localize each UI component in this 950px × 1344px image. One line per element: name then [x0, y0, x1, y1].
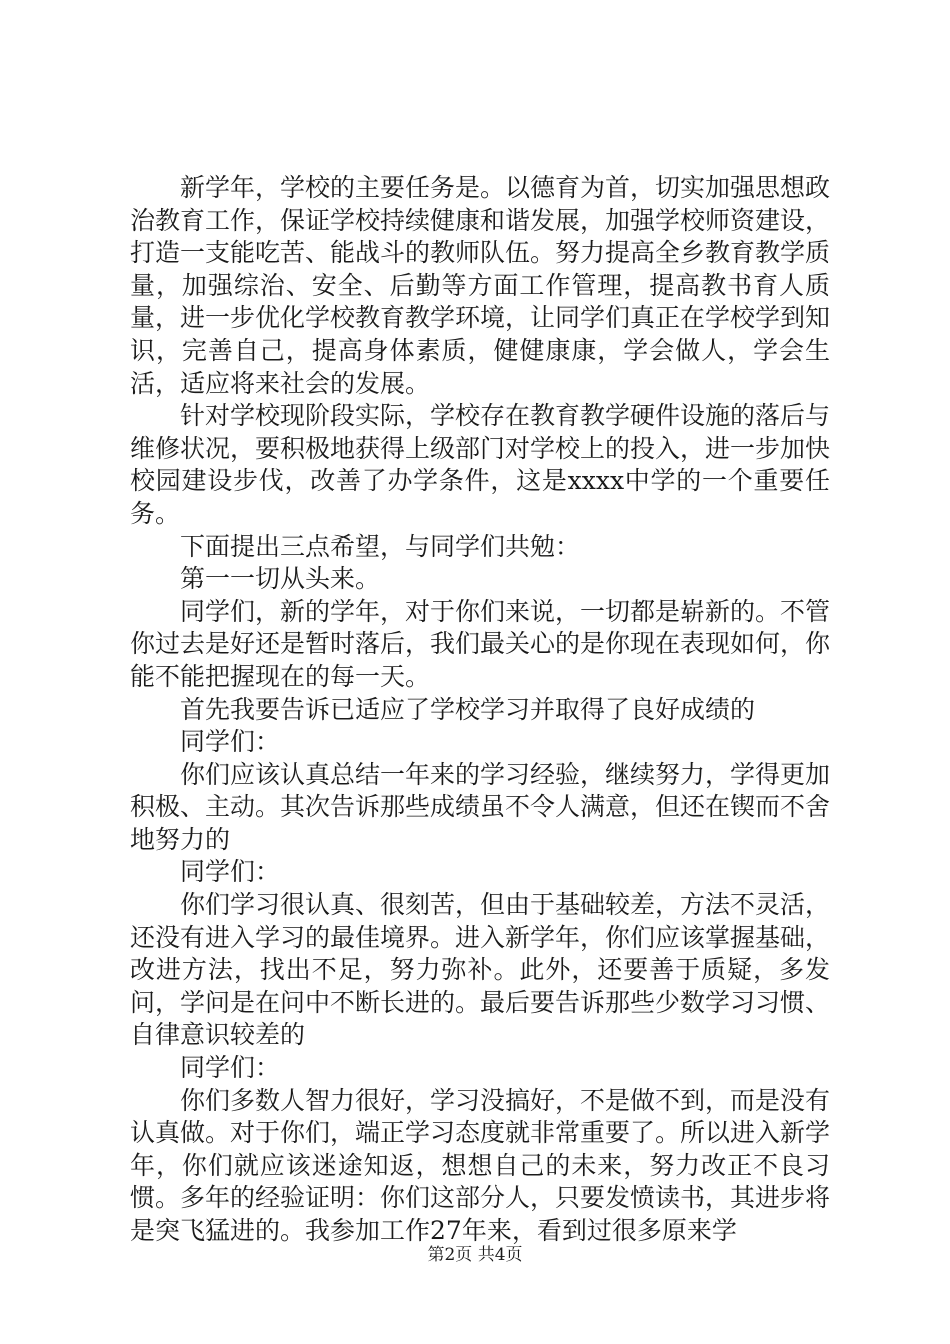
paragraph-10: 你们学习很认真、很刻苦，但由于基础较差，方法不灵活，还没有进入学习的最佳境界。进入新学年，你们应该掌握基础，改进方法，找出不足，努力弥补。此外，还要善于质疑，多发问，学问是在问中不断长进的。最后要告诉那些少数学习习惯、自律意识较差的: [130, 890, 831, 1050]
paragraph-12: 你们多数人智力很好，学习没搞好，不是做不到，而是没有认真做。对于你们，端正学习态度就非常重要了。所以进入新学年，你们就应该迷途知返，想想自己的未来，努力改正不良习惯。多年的经验证明：你们这部分人，只要发愤读书，其进步将是突飞猛进的。我参加工作27年来，看到过很多原来学: [130, 1085, 831, 1245]
paragraph-6: 首先我要告诉已适应了学校学习并取得了良好成绩的: [180, 694, 756, 724]
paragraph-3: 下面提出三点希望，与同学们共勉：: [180, 531, 581, 561]
paragraph-9: 同学们：: [180, 857, 281, 887]
paragraph-4: 第一一切从头来。: [180, 564, 381, 594]
page-footer: 第2页 共4页: [427, 1245, 523, 1265]
paragraph-5: 同学们，新的学年，对于你们来说，一切都是崭新的。不管你过去是好还是暂时落后，我们最关心的是你现在表现如何，你能不能把握现在的每一天。: [130, 596, 831, 691]
paragraph-8: 你们应该认真总结一年来的学习经验，继续努力，学得更加积极、主动。其次告诉那些成绩虽不令人满意，但还在锲而不舍地努力的: [130, 759, 831, 854]
paragraph-7: 同学们：: [180, 727, 281, 757]
paragraph-1: 新学年，学校的主要任务是。以德育为首，切实加强思想政治教育工作，保证学校持续健康和谐发展，加强学校师资建设，打造一支能吃苦、能战斗的教师队伍。努力提高全乡教育教学质量，加强综治、安全、后勤等方面工作管理，提高教书育人质量，进一步优化学校教育教学环境，让同学们真正在学校学到知识，完善自己，提高身体素质，健健康康，学会做人，学会生活，适应将来社会的发展。: [130, 173, 831, 398]
document-body: [130, 172, 830, 1248]
paragraph-11: 同学们：: [180, 1053, 281, 1083]
paragraph-2: 针对学校现阶段实际，学校存在教育教学硬件设施的落后与维修状况，要积极地获得上级部门对学校上的投入，进一步加快校园建设步伐，改善了办学条件，这是xxxx中学的一个重要任务。: [130, 401, 831, 528]
